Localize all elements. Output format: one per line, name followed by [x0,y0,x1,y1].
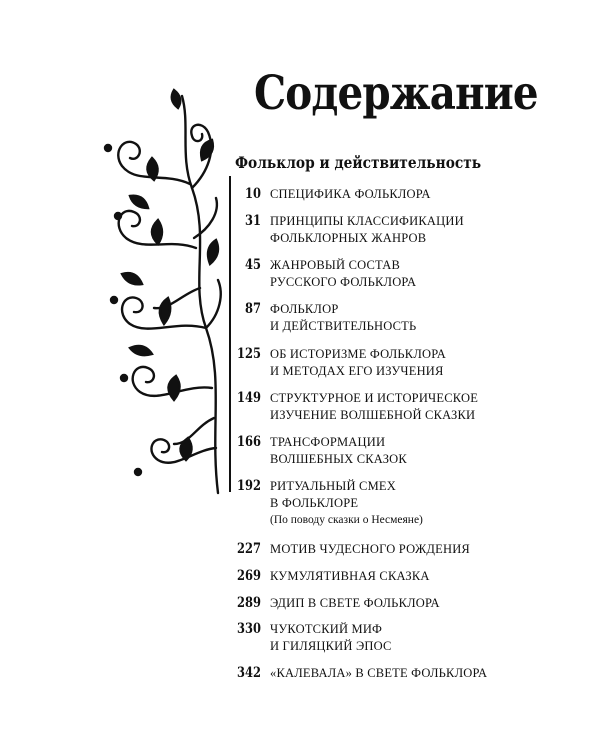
entry-line: МОТИВ ЧУДЕСНОГО РОЖДЕНИЯ [270,542,470,556]
entry-line: ЖАНРОВЫЙ СОСТАВ [270,258,401,272]
section-heading: Фольклор и действительность [235,153,482,172]
entry-title [270,621,570,655]
entry-line: ИЗУЧЕНИЕ ВОЛШЕБНОЙ СКАЗКИ [270,408,476,422]
entry-title [270,186,570,203]
page-number: 330 [237,621,261,637]
entry-line: ПРИНЦИПЫ КЛАССИФИКАЦИИ [270,214,464,228]
entry-title [270,595,570,612]
page-number: 125 [237,346,261,362]
entry-line: «КАЛЕВАЛА» В СВЕТЕ ФОЛЬКЛОРА [270,666,488,680]
entry-title [270,478,570,529]
entry-note: (По поводу сказки о Несмеяне) [270,514,423,526]
entry-title [270,257,570,291]
page-number: 45 [245,257,261,273]
entry-line: ЭДИП В СВЕТЕ ФОЛЬКЛОРА [270,596,440,610]
entry-line: И МЕТОДАХ ЕГО ИЗУЧЕНИЯ [270,364,444,378]
page-number: 166 [237,434,261,450]
entry-line: ЧУКОТСКИЙ МИФ [270,622,383,636]
entry-line: И ГИЛЯЦКИЙ ЭПОС [270,639,392,653]
entry-line: В ФОЛЬКЛОРЕ [270,496,359,510]
page-number: 269 [237,568,261,584]
entry-title [270,665,570,682]
entry-title [270,346,570,380]
entry-line: И ДЕЙСТВИТЕЛЬНОСТЬ [270,319,417,333]
entry-line: ФОЛЬКЛОРНЫХ ЖАНРОВ [270,231,427,245]
entry-line: ТРАНСФОРМАЦИИ [270,435,386,449]
entry-line: КУМУЛЯТИВНАЯ СКАЗКА [270,569,430,583]
page-number: 10 [245,186,261,202]
entry-line: ОБ ИСТОРИЗМЕ ФОЛЬКЛОРА [270,347,447,361]
page-number: 342 [237,665,261,681]
page-number: 31 [245,213,261,229]
page-number: 149 [237,390,261,406]
page-number: 227 [237,541,261,557]
entry-title [270,301,570,335]
page-number: 87 [245,301,261,317]
entry-title [270,213,570,247]
page-number: 192 [237,478,261,494]
entry-line: ФОЛЬКЛОР [270,302,339,316]
entry-title [270,568,570,585]
entry-line: СТРУКТУРНОЕ И ИСТОРИЧЕСКОЕ [270,391,479,405]
entry-line: СПЕЦИФИКА ФОЛЬКЛОРА [270,187,431,201]
page-number: 289 [237,595,261,611]
entry-line: РИТУАЛЬНЫЙ СМЕХ [270,479,396,493]
page-title: Содержание [254,66,538,121]
entry-title [270,390,570,424]
entry-title [270,541,570,558]
entry-title [270,434,570,468]
floral-ornament-icon [78,88,228,508]
entry-line: РУССКОГО ФОЛЬКЛОРА [270,275,417,289]
entry-line: ВОЛШЕБНЫХ СКАЗОК [270,452,407,466]
